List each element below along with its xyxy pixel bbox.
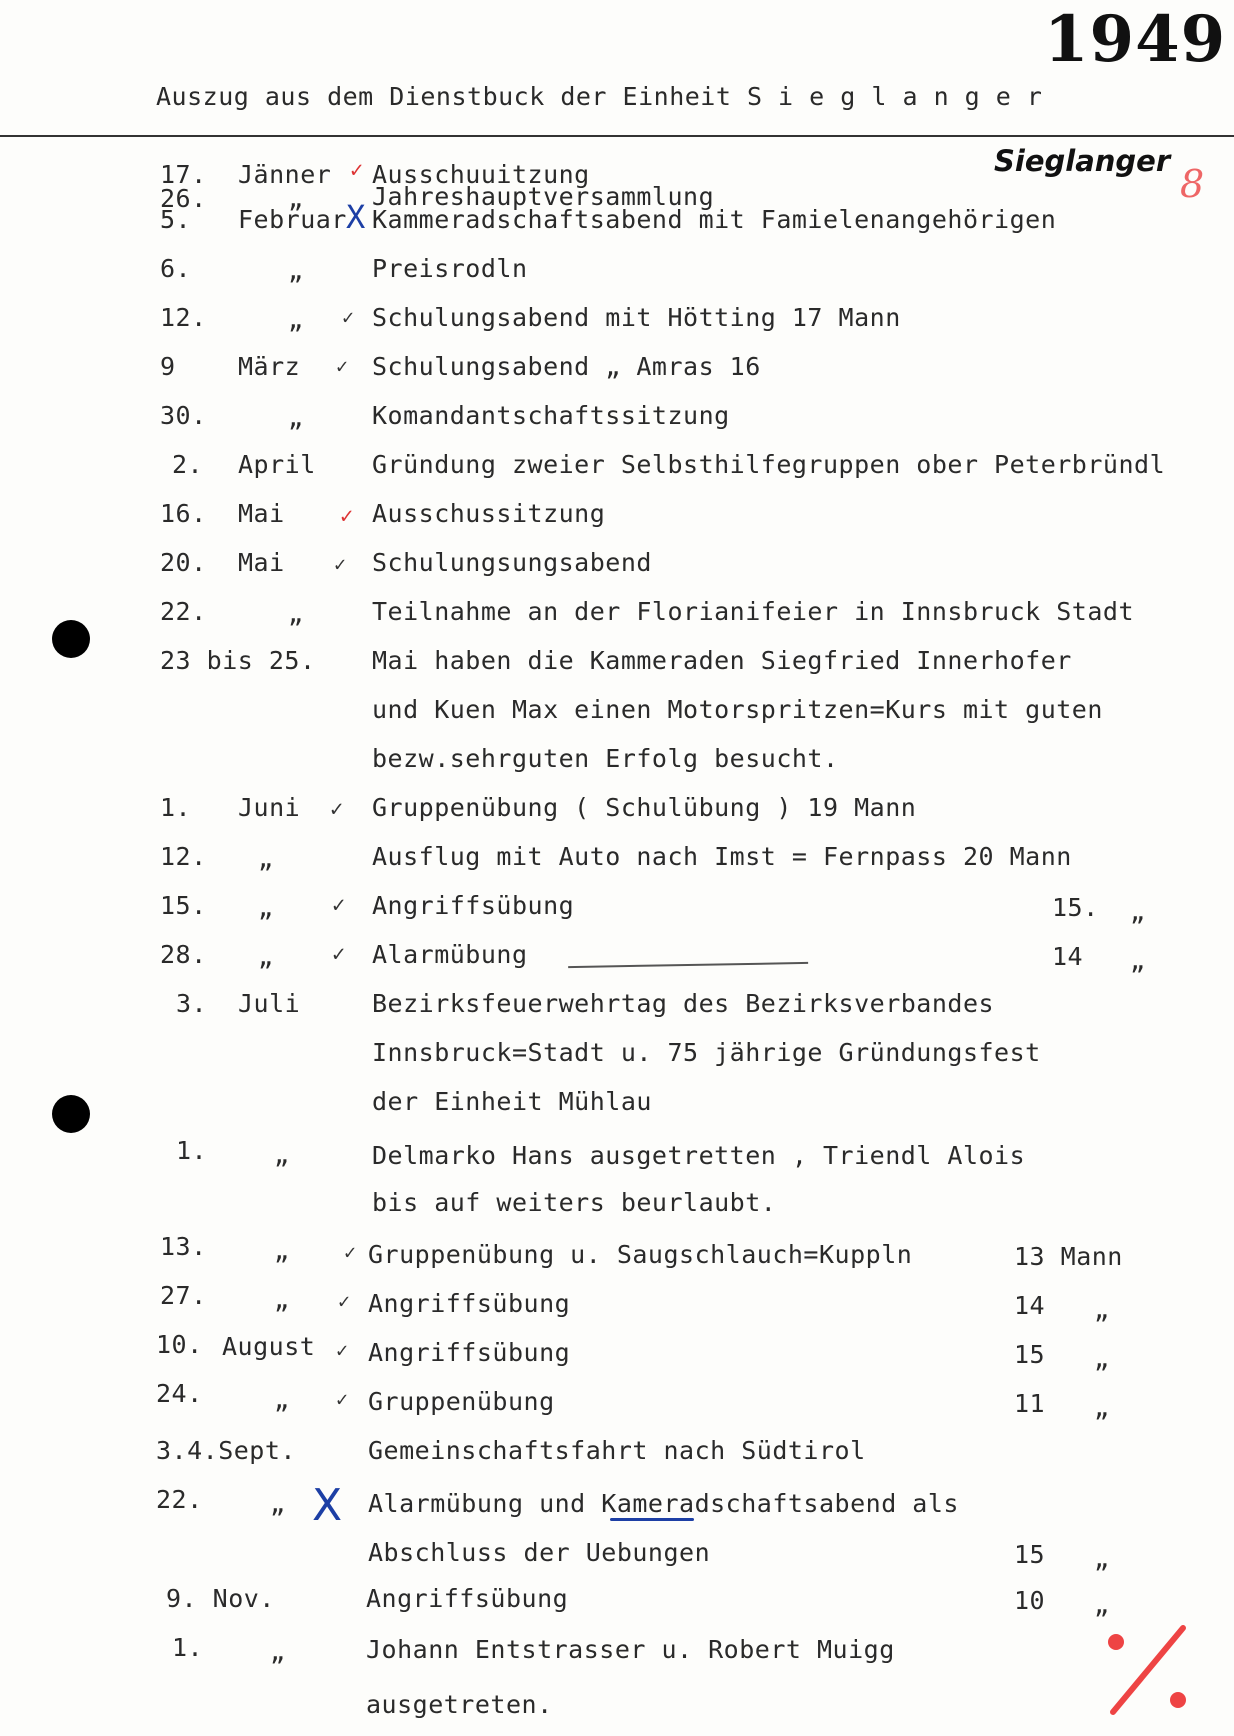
entry-month: „ <box>270 1489 286 1518</box>
entry-month: August <box>222 1332 316 1361</box>
entry-month: „ <box>274 1385 290 1414</box>
year-heading: 1949 <box>1044 2 1227 77</box>
entry-month: „ <box>288 256 304 285</box>
check-mark-icon: ✓ <box>332 893 346 918</box>
entry-count: 11 <box>1014 1389 1046 1418</box>
entry-text: Alarmübung und Kameradschaftsabend als <box>368 1489 959 1518</box>
entry-text: Angriffsübung <box>372 891 575 920</box>
entry-text: Alarmübung <box>372 940 528 969</box>
entry-day: 30. <box>160 401 207 430</box>
entry-day: 22. <box>160 597 207 626</box>
red-annotation: 8 <box>1180 162 1205 206</box>
handwritten-scribble <box>568 946 808 968</box>
entry-text: Gruppenübung <box>368 1387 555 1416</box>
entry-day: 23 bis 25. <box>160 646 316 675</box>
entry-unit: „ <box>1130 946 1146 975</box>
entry-text: bezw.sehrguten Erfolg besucht. <box>372 744 839 773</box>
entry-month: „ <box>274 1285 290 1314</box>
entry-text: Teilnahme an der Florianifeier in Innsbruck Stadt <box>372 597 1135 626</box>
punch-hole-top <box>52 620 90 658</box>
entry-month: Juni <box>238 793 301 822</box>
entry-text: Abschluss der Uebungen <box>368 1538 711 1567</box>
entry-text: Angriffsübung <box>368 1289 571 1318</box>
entry-month: „ <box>288 403 304 432</box>
entry-text: Angriffsübung <box>368 1338 571 1367</box>
entry-day: 9 <box>160 352 176 381</box>
entry-unit: „ <box>1094 1344 1110 1373</box>
entry-text: Gruppenübung ( Schulübung ) 19 Mann <box>372 793 917 822</box>
entry-month: „ <box>274 1140 290 1169</box>
entry-day: 5. <box>160 205 192 234</box>
entry-day: 1. <box>176 1136 208 1165</box>
entry-text: und Kuen Max einen Motorspritzen=Kurs mit guten <box>372 695 1103 724</box>
entry-text: Kammeradschaftsabend mit Famielenangehörigen <box>372 205 1057 234</box>
check-mark-icon: ✓ <box>344 1240 357 1264</box>
cross-mark-icon: X <box>346 198 366 236</box>
entry-text: Delmarko Hans ausgetretten , Triendl Alois <box>372 1141 1026 1170</box>
entry-text: Gruppenübung u. Saugschlauch=Kuppln <box>368 1240 913 1269</box>
entry-unit: „ <box>1094 1393 1110 1422</box>
entry-day: 16. <box>160 499 207 528</box>
check-mark-icon: ✓ <box>336 354 349 378</box>
entry-count: 15 <box>1014 1340 1046 1369</box>
entry-text: bis auf weiters beurlaubt. <box>372 1188 777 1217</box>
entry-day: 24. <box>156 1379 203 1408</box>
entry-month: März <box>238 352 301 381</box>
entry-text: Schulungsabend „ Amras 16 <box>372 352 761 381</box>
entry-text: ausgetreten. <box>366 1690 553 1719</box>
entry-text: Gründung zweier Selbsthilfegruppen ober Peterbründl <box>372 450 1166 479</box>
entry-day: 9. Nov. <box>166 1584 275 1613</box>
entry-text: Schulungsabend mit Hötting 17 Mann <box>372 303 901 332</box>
entry-day: 12. <box>160 842 207 871</box>
entry-count: 14 <box>1014 1291 1046 1320</box>
entry-month: „ <box>258 844 274 873</box>
entry-month: „ <box>270 1637 286 1666</box>
entry-month: „ <box>274 1236 290 1265</box>
entry-day: 1. <box>160 793 192 822</box>
check-mark-icon: ✓ <box>336 1387 349 1411</box>
entry-day: 10. <box>156 1330 203 1359</box>
entry-day: 1. <box>172 1633 204 1662</box>
entry-month: Mai <box>238 548 285 577</box>
entry-unit: „ <box>1094 1544 1110 1573</box>
entry-count: 15. <box>1052 893 1099 922</box>
cross-mark-icon: X <box>312 1480 343 1531</box>
entry-day: 26. <box>160 184 207 213</box>
entry-month: „ <box>288 305 304 334</box>
entry-day: 20. <box>160 548 207 577</box>
entry-day: 13. <box>160 1232 207 1261</box>
entry-day: 2. <box>172 450 204 479</box>
entry-month: Februar <box>238 205 347 234</box>
entry-text: Innsbruck=Stadt u. 75 jährige Gründungsfest <box>372 1038 1041 1067</box>
sieglanger-stamp: Sieglanger <box>994 144 1171 178</box>
blue-underline <box>610 1518 694 1521</box>
entry-day: 17. <box>160 160 207 189</box>
entry-text: Komandantschaftssitzung <box>372 401 730 430</box>
punch-hole-bottom <box>52 1095 90 1133</box>
entry-text: Preisrodln <box>372 254 528 283</box>
header-rule <box>0 135 1234 137</box>
entry-unit: „ <box>1094 1590 1110 1619</box>
check-mark-icon: ✓ <box>340 504 354 529</box>
entry-day: 6. <box>160 254 192 283</box>
entry-day: 27. <box>160 1281 207 1310</box>
entry-month: Juli <box>238 989 301 1018</box>
entry-day: 3. <box>176 989 208 1018</box>
check-mark-icon: ✓ <box>338 1289 351 1313</box>
entry-day: 28. <box>160 940 207 969</box>
entry-count: 13 Mann <box>1014 1242 1123 1271</box>
entry-month: Jänner <box>238 160 332 189</box>
check-mark-icon: ✓ <box>350 158 364 183</box>
entry-day: 22. <box>156 1485 203 1514</box>
entry-month: „ <box>258 942 274 971</box>
entry-text: Bezirksfeuerwehrtag des Bezirksverbandes <box>372 989 995 1018</box>
entry-text: Schulungsungsabend <box>372 548 652 577</box>
entry-month: April <box>238 450 316 479</box>
entry-text: Gemeinschaftsfahrt nach Südtirol <box>368 1436 866 1465</box>
entry-text: Angriffsübung <box>366 1584 569 1613</box>
entry-month: „ <box>288 599 304 628</box>
entry-day: 3.4.Sept. <box>156 1436 296 1465</box>
entry-unit: „ <box>1094 1295 1110 1324</box>
entry-text: Jahreshauptversammlung <box>372 182 715 211</box>
red-slash-mark <box>1098 1620 1198 1720</box>
entry-text: Ausflug mit Auto nach Imst = Fernpass 20 Mann <box>372 842 1072 871</box>
check-mark-icon: ✓ <box>336 1338 349 1362</box>
entry-day: 12. <box>160 303 207 332</box>
entry-count: 14 <box>1052 942 1084 971</box>
document-title: Auszug aus dem Dienstbuck der Einheit S i e g l a n g e r <box>156 82 1043 111</box>
entry-count: 10 <box>1014 1586 1046 1615</box>
check-mark-icon: ✓ <box>332 942 346 967</box>
entry-day: 15. <box>160 891 207 920</box>
check-mark-icon: ✓ <box>342 305 355 329</box>
entry-month: „ <box>258 893 274 922</box>
entry-unit: „ <box>1130 897 1146 926</box>
entry-text: Mai haben die Kammeraden Siegfried Innerhofer <box>372 646 1072 675</box>
entry-count: 15 <box>1014 1540 1046 1569</box>
entry-text: Ausschuuitzung <box>372 160 590 189</box>
entry-text: Johann Entstrasser u. Robert Muigg <box>366 1635 895 1664</box>
entry-text: Ausschussitzung <box>372 499 606 528</box>
check-mark-icon: ✓ <box>334 552 347 576</box>
check-mark-icon: ✓ <box>330 797 344 822</box>
entry-text: der Einheit Mühlau <box>372 1087 652 1116</box>
entry-month: „ <box>288 184 304 213</box>
entry-month: Mai <box>238 499 285 528</box>
